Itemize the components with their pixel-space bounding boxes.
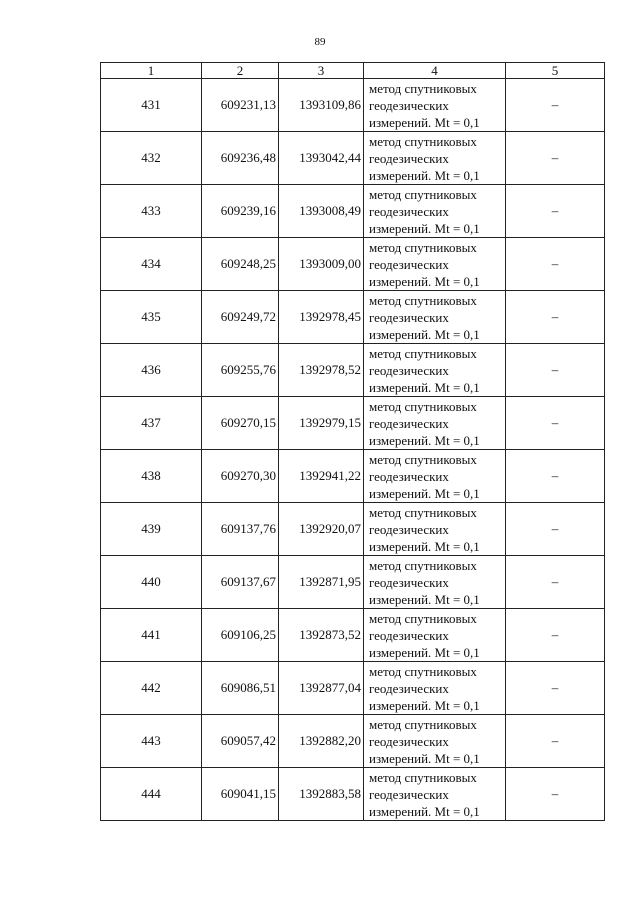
method-cell: метод спутниковых геодезических измерений. Mt = 0,1 [364, 397, 506, 450]
x-coordinate-cell: 609270,30 [202, 450, 279, 503]
x-coordinate-cell: 609270,15 [202, 397, 279, 450]
y-coordinate-cell: 1392978,45 [279, 291, 364, 344]
y-coordinate-cell: 1392941,22 [279, 450, 364, 503]
table-row [101, 397, 605, 450]
note-cell: – [506, 715, 605, 768]
page-number: 89 [314, 36, 326, 48]
header-col-4: 4 [364, 63, 506, 79]
note-cell: – [506, 556, 605, 609]
x-coordinate-cell: 609249,72 [202, 291, 279, 344]
table-row [101, 79, 605, 132]
point-number-cell: 435 [101, 291, 202, 344]
header-col-2: 2 [202, 63, 279, 79]
y-coordinate-cell: 1393008,49 [279, 185, 364, 238]
point-number-cell: 434 [101, 238, 202, 291]
note-cell: – [506, 662, 605, 715]
x-coordinate-cell: 609041,15 [202, 768, 279, 821]
coordinates-table [100, 62, 605, 821]
method-cell: метод спутниковых геодезических измерений. Mt = 0,1 [364, 662, 506, 715]
point-number-cell: 444 [101, 768, 202, 821]
x-coordinate-cell: 609057,42 [202, 715, 279, 768]
point-number-cell: 438 [101, 450, 202, 503]
table-row [101, 132, 605, 185]
method-cell: метод спутниковых геодезических измерений. Mt = 0,1 [364, 344, 506, 397]
method-cell: метод спутниковых геодезических измерений. Mt = 0,1 [364, 238, 506, 291]
point-number-cell: 437 [101, 397, 202, 450]
method-cell: метод спутниковых геодезических измерений. Mt = 0,1 [364, 79, 506, 132]
note-cell: – [506, 238, 605, 291]
x-coordinate-cell: 609236,48 [202, 132, 279, 185]
method-cell: метод спутниковых геодезических измерений. Mt = 0,1 [364, 185, 506, 238]
table-row [101, 185, 605, 238]
method-cell: метод спутниковых геодезических измерений. Mt = 0,1 [364, 132, 506, 185]
y-coordinate-cell: 1392873,52 [279, 609, 364, 662]
x-coordinate-cell: 609086,51 [202, 662, 279, 715]
table-row [101, 238, 605, 291]
method-cell: метод спутниковых геодезических измерений. Mt = 0,1 [364, 450, 506, 503]
note-cell: – [506, 79, 605, 132]
point-number-cell: 432 [101, 132, 202, 185]
point-number-cell: 439 [101, 503, 202, 556]
y-coordinate-cell: 1392877,04 [279, 662, 364, 715]
table-row [101, 503, 605, 556]
method-cell: метод спутниковых геодезических измерений. Mt = 0,1 [364, 768, 506, 821]
note-cell: – [506, 768, 605, 821]
header-col-3: 3 [279, 63, 364, 79]
note-cell: – [506, 344, 605, 397]
y-coordinate-cell: 1393009,00 [279, 238, 364, 291]
method-cell: метод спутниковых геодезических измерений. Mt = 0,1 [364, 609, 506, 662]
note-cell: – [506, 503, 605, 556]
note-cell: – [506, 609, 605, 662]
table-body [101, 79, 605, 821]
note-cell: – [506, 132, 605, 185]
table-row [101, 715, 605, 768]
note-cell: – [506, 185, 605, 238]
note-cell: – [506, 450, 605, 503]
table-header-row [101, 63, 605, 79]
note-cell: – [506, 291, 605, 344]
y-coordinate-cell: 1392871,95 [279, 556, 364, 609]
x-coordinate-cell: 609106,25 [202, 609, 279, 662]
point-number-cell: 440 [101, 556, 202, 609]
header-col-5: 5 [506, 63, 605, 79]
point-number-cell: 433 [101, 185, 202, 238]
table-row [101, 450, 605, 503]
x-coordinate-cell: 609248,25 [202, 238, 279, 291]
note-cell: – [506, 397, 605, 450]
point-number-cell: 442 [101, 662, 202, 715]
point-number-cell: 443 [101, 715, 202, 768]
method-cell: метод спутниковых геодезических измерений. Mt = 0,1 [364, 291, 506, 344]
x-coordinate-cell: 609255,76 [202, 344, 279, 397]
y-coordinate-cell: 1392920,07 [279, 503, 364, 556]
y-coordinate-cell: 1393109,86 [279, 79, 364, 132]
y-coordinate-cell: 1393042,44 [279, 132, 364, 185]
x-coordinate-cell: 609137,76 [202, 503, 279, 556]
point-number-cell: 436 [101, 344, 202, 397]
y-coordinate-cell: 1392978,52 [279, 344, 364, 397]
y-coordinate-cell: 1392882,20 [279, 715, 364, 768]
table-row [101, 768, 605, 821]
x-coordinate-cell: 609137,67 [202, 556, 279, 609]
y-coordinate-cell: 1392979,15 [279, 397, 364, 450]
table-row [101, 291, 605, 344]
table-row [101, 662, 605, 715]
x-coordinate-cell: 609239,16 [202, 185, 279, 238]
y-coordinate-cell: 1392883,58 [279, 768, 364, 821]
method-cell: метод спутниковых геодезических измерений. Mt = 0,1 [364, 556, 506, 609]
point-number-cell: 431 [101, 79, 202, 132]
header-col-1: 1 [101, 63, 202, 79]
point-number-cell: 441 [101, 609, 202, 662]
table-row [101, 609, 605, 662]
method-cell: метод спутниковых геодезических измерений. Mt = 0,1 [364, 503, 506, 556]
table-row [101, 556, 605, 609]
table-row [101, 344, 605, 397]
x-coordinate-cell: 609231,13 [202, 79, 279, 132]
method-cell: метод спутниковых геодезических измерений. Mt = 0,1 [364, 715, 506, 768]
